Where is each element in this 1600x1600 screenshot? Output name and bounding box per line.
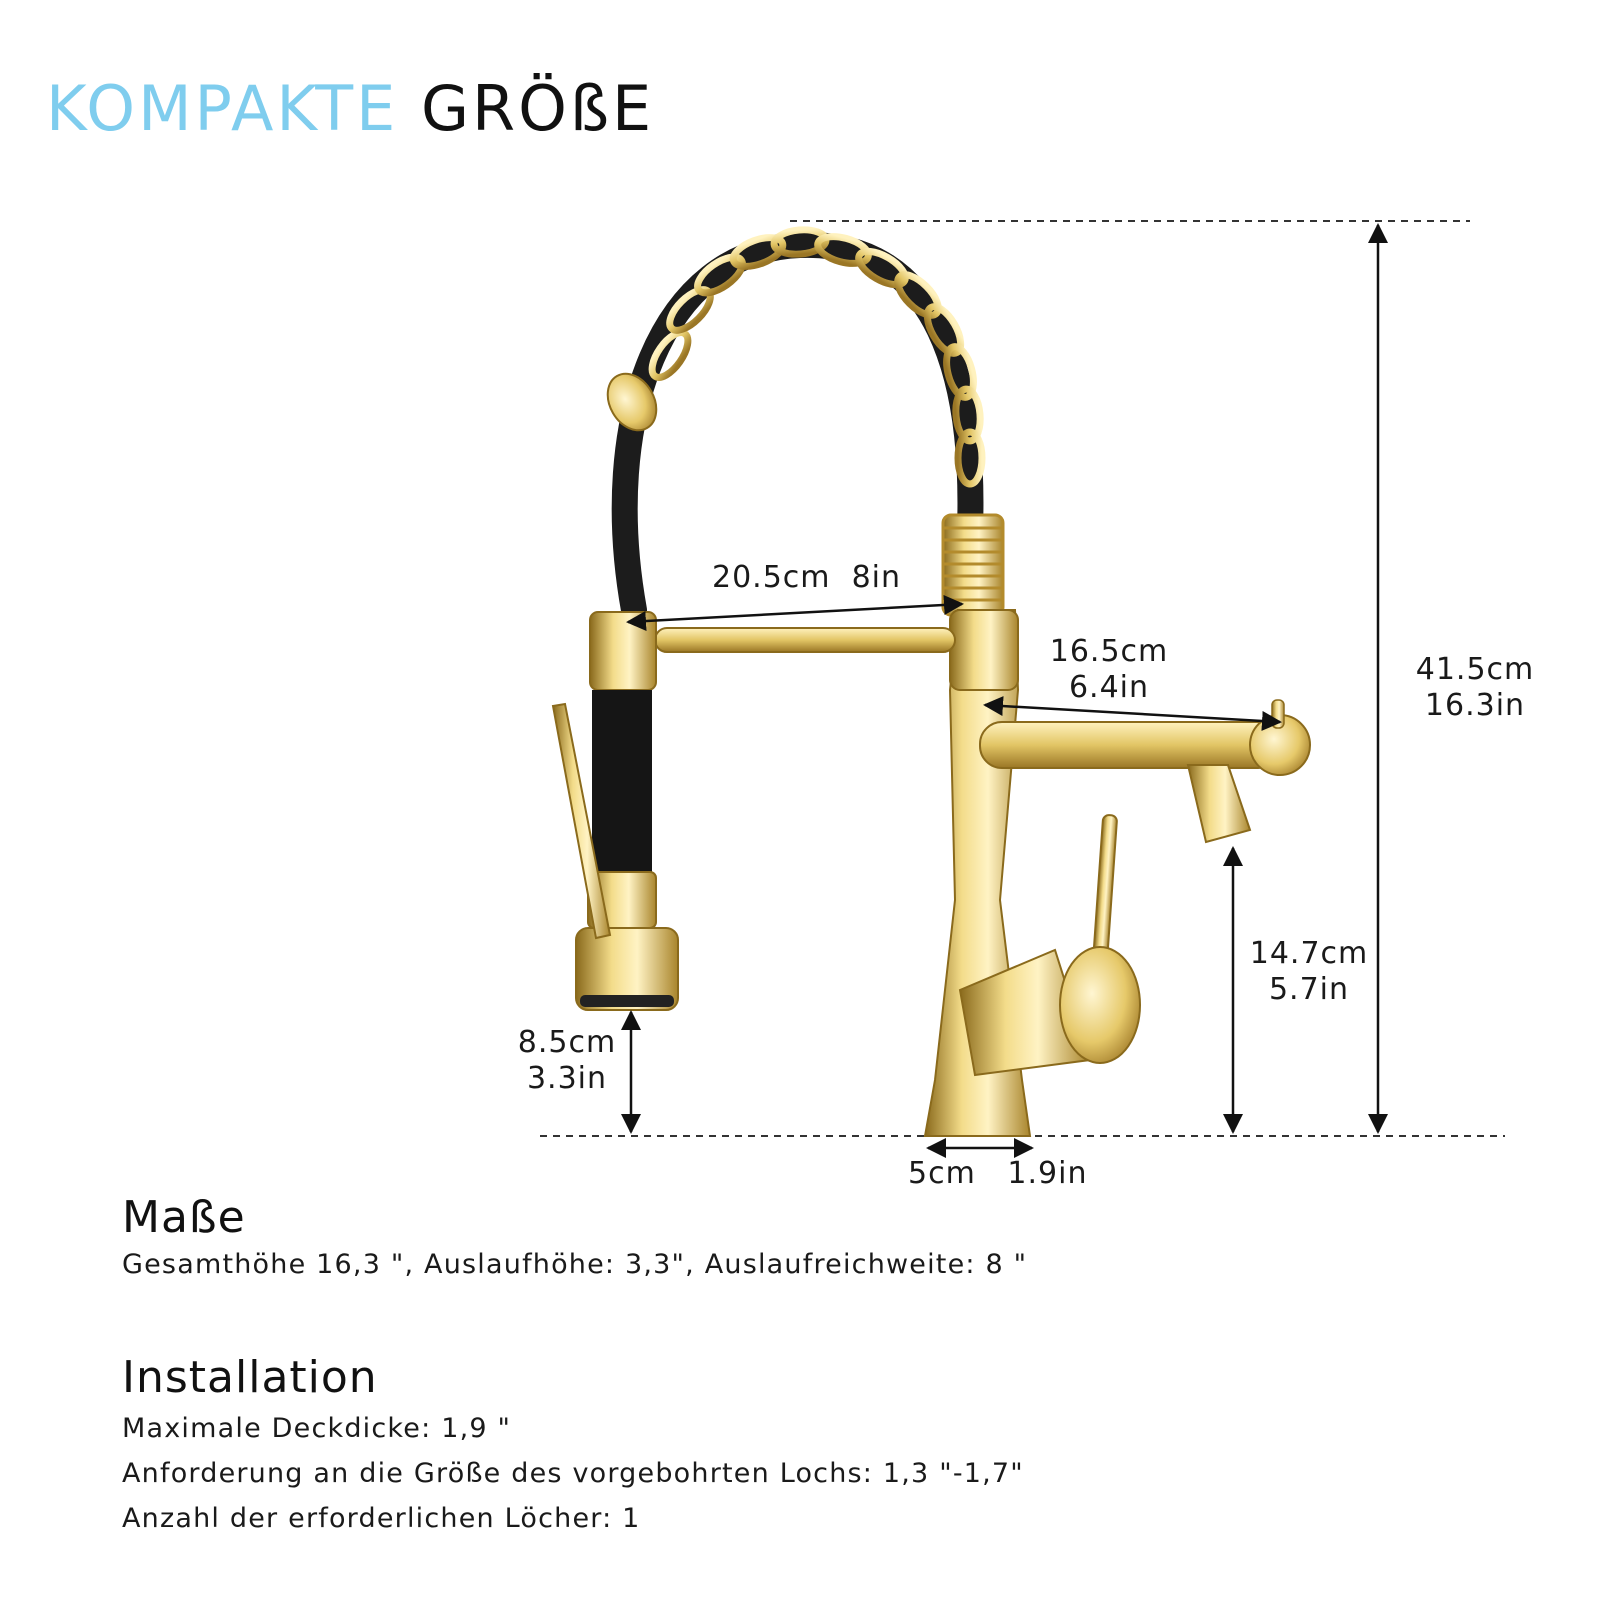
dim-spout-height [512,1025,622,1097]
installation-line-deck: Maximale Deckdicke: 1,9 " [122,1413,512,1444]
dim-side-spout-in: 6.4in [1068,670,1150,705]
holder-arm [655,628,955,652]
dim-side-spout [1046,634,1172,706]
dim-spout-height-cm: 8.5cm [517,1025,617,1060]
installation-line-hole-size: Anforderung an die Größe des vorgebohrten Lochs: 1,3 "-1,7" [122,1458,1024,1489]
hose [625,245,971,610]
arrow-reach [628,604,962,622]
masse-heading: Maße [122,1192,246,1243]
side-spout-arm [980,722,1280,768]
dim-total-height-cm: 41.5cm [1415,652,1535,687]
dim-reach-value [712,560,901,596]
mixer-handle-cap [1060,947,1140,1063]
dim-side-spout-height-in: 5.7in [1268,972,1350,1007]
dim-side-spout-cm: 16.5cm [1049,634,1169,669]
dense-spring [943,515,1003,615]
dim-reach [712,560,901,596]
installation-heading: Installation [122,1352,378,1403]
body-collar [950,610,1018,690]
dim-base-value [908,1156,1087,1192]
masse-section [122,1192,1027,1280]
dim-side-spout-height-cm: 14.7cm [1249,936,1369,971]
sprayer-black [592,690,652,872]
masse-text: Gesamthöhe 16,3 ", Auslaufhöhe: 3,3", Auslaufreichweite: 8 " [122,1249,1028,1280]
sprayer-nozzle [580,995,674,1007]
dim-total-height [1408,652,1542,724]
title-accent: KOMPAKTE [46,72,399,145]
dim-side-spout-height [1246,936,1372,1008]
installation-line-hole-count: Anzahl der erforderlichen Löcher: 1 [122,1503,641,1534]
dim-total-height-in: 16.3in [1424,688,1526,723]
dim-base-cm: 5cm [908,1156,976,1191]
dim-base [908,1156,1087,1192]
mixer-handle-lever [1093,815,1117,966]
dim-spout-height-in: 3.3in [526,1061,608,1096]
installation-section [122,1352,1024,1534]
sprayer-top [590,612,656,690]
spring-coils [645,228,982,484]
arrow-side-spout [985,705,1280,722]
side-spout-knob [1272,700,1284,728]
dim-reach-cm: 20.5cm [712,560,831,595]
dim-base-in: 1.9in [1007,1156,1088,1191]
side-spout-outlet [1188,765,1250,842]
title-main: GRÖßE [421,72,655,145]
dim-reach-in: 8in [851,560,902,595]
